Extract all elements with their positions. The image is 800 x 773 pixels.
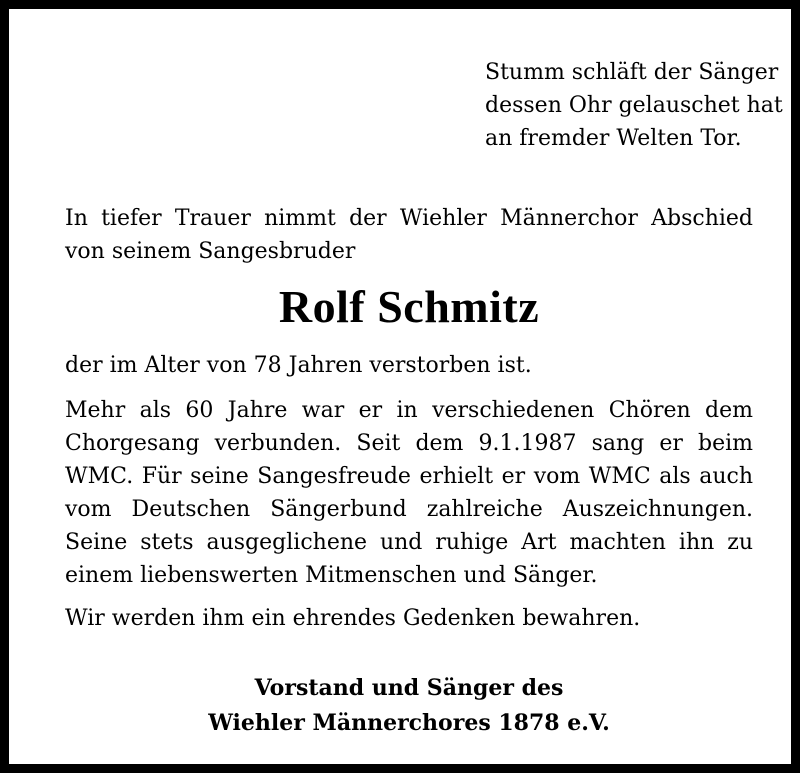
signature-block <box>65 671 753 741</box>
verse-line: dessen Ohr gelauschet hat <box>485 93 783 118</box>
closing-line: Wir werden ihm ein ehrendes Gedenken bewahren. <box>65 606 641 631</box>
verse-line: Stumm schläft der Sänger <box>485 60 779 85</box>
age-line: der im Alter von 78 Jahren verstorben ist. <box>65 353 532 378</box>
deceased-name: Rolf Schmitz <box>278 281 540 332</box>
intro-paragraph: In tiefer Trauer nimmt der Wiehler Männerchor Abschied von seinem Sangesbruder <box>65 206 753 264</box>
biography-paragraph: Mehr als 60 Jahre war er in verschiedenen Chören dem Chorgesang verbunden. Seit dem 9.1.1987 sang er beim WMC. Für seine Sangesfreude erhielt er vom WMC als auch vom Deutschen Sängerbund zahlreiche Auszeichnungen. Seine stets ausgeglichene und ruhige Art machten ihn zu einem liebenswerten Mitmenschen und Sänger. <box>65 398 753 588</box>
signature-line-2: Wiehler Männerchores 1878 e.V. <box>208 710 610 736</box>
memorial-verse <box>485 56 785 155</box>
verse-line: an fremder Welten Tor. <box>485 126 742 151</box>
signature-line-1: Vorstand und Sänger des <box>254 675 564 701</box>
